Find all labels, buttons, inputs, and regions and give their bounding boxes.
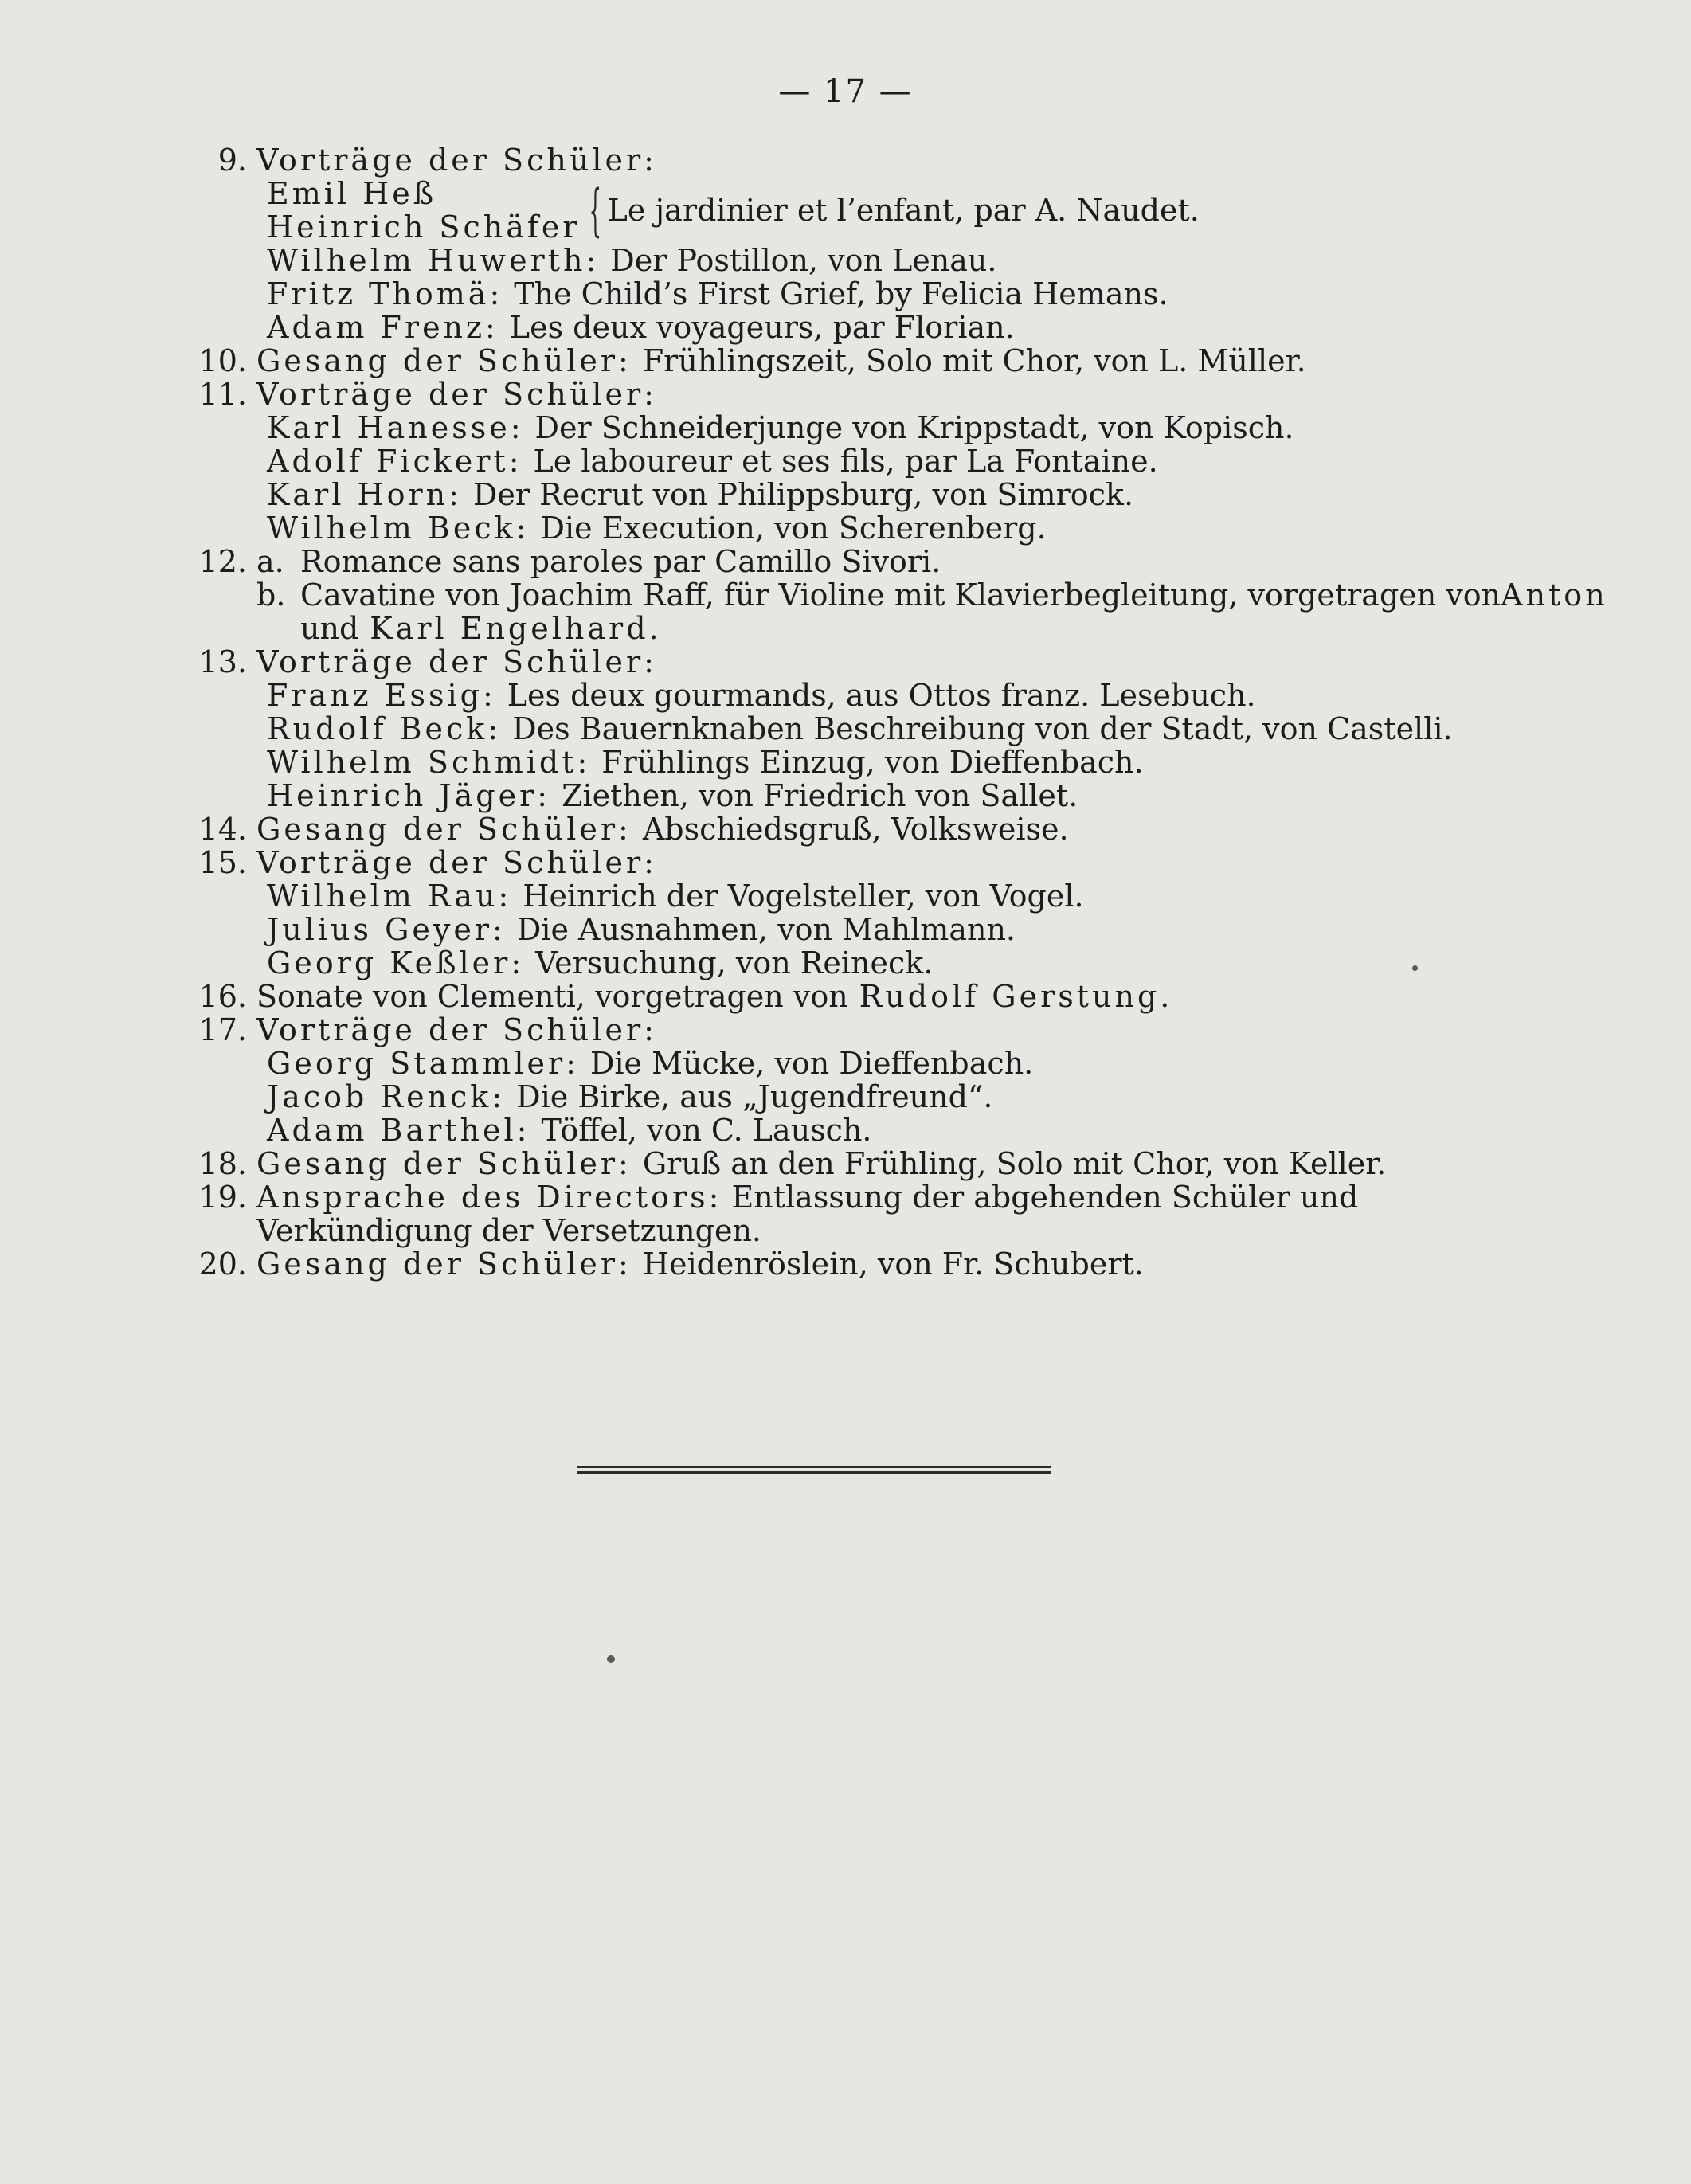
item-text: Cavatine von Joachim Raff, für Violine mit Klavierbegleitung, vorgetragen von xyxy=(300,577,1501,613)
performer-name: Heinrich Jäger: xyxy=(267,778,551,813)
item-text: Sonate von Clementi, vorgetragen von xyxy=(256,979,848,1014)
performance-work: Töffel, von C. Lausch. xyxy=(541,1113,872,1148)
program-item-15 xyxy=(179,846,1565,879)
performance-work: Heinrich der Vogelsteller, von Vogel. xyxy=(523,879,1084,914)
performer-name: Franz Essig: xyxy=(267,678,496,713)
performance-work: Le jardinier et l’enfant, par A. Naudet. xyxy=(607,193,1200,228)
performance-work: Les deux voyageurs, par Florian. xyxy=(509,310,1015,345)
program-item-11 xyxy=(179,378,1565,411)
performer-name: Adolf Fickert: xyxy=(267,444,523,479)
program-item-13 xyxy=(179,645,1565,679)
performer-name: Karl Hanesse: xyxy=(267,410,524,445)
section-divider xyxy=(577,1466,1051,1477)
item-number: 20. xyxy=(198,1247,247,1282)
performer-group xyxy=(179,177,1565,244)
performer-name: Karl Engelhard. xyxy=(370,611,662,646)
performance-work: Die Birke, aus „Jugendfreund“. xyxy=(516,1079,993,1114)
performer-name: Wilhelm Huwerth: xyxy=(267,243,600,278)
performance-work: Die Execution, von Scherenberg. xyxy=(540,511,1047,546)
performer-names xyxy=(267,177,581,244)
program-item-17 xyxy=(179,1013,1565,1047)
item-text: Entlassung der abgehenden Schüler und Verkündigung der Versetzungen. xyxy=(256,1180,1359,1248)
performance-work: Die Ausnahmen, von Mahlmann. xyxy=(516,912,1016,947)
performer-name: Georg Keßler: xyxy=(267,945,525,980)
program-item-12b xyxy=(179,577,1608,613)
performer-name: Adam Barthel: xyxy=(267,1113,530,1148)
performance-work: Les deux gourmands, aus Ottos franz. Lesebuch. xyxy=(507,678,1256,713)
performance-work: The Child’s First Grief, by Felicia Hemans. xyxy=(514,276,1168,311)
performance-line xyxy=(179,478,1565,511)
item-number: 19. xyxy=(198,1180,247,1215)
performance-work: Versuchung, von Reineck. xyxy=(535,945,934,980)
performer-name: Wilhelm Beck: xyxy=(267,511,530,546)
performer-name: Wilhelm Rau: xyxy=(267,879,512,914)
program-item-16 xyxy=(179,980,1565,1013)
performance-line xyxy=(179,511,1565,545)
performance-line xyxy=(179,1114,1565,1147)
program-item-20 xyxy=(179,1247,1565,1281)
performance-line xyxy=(179,311,1565,344)
item-number: 12. xyxy=(198,544,247,579)
performer-name: Fritz Thomä: xyxy=(267,276,503,311)
item-text: Romance sans paroles par Camillo Sivori. xyxy=(300,544,941,579)
program-item-12 xyxy=(179,545,1565,578)
item-heading: Vorträge der Schüler: xyxy=(256,1012,657,1047)
item-heading: Vorträge der Schüler: xyxy=(256,143,657,178)
print-speck xyxy=(607,1655,615,1663)
program-item-18 xyxy=(179,1147,1565,1180)
performance-line xyxy=(179,746,1565,779)
item-text: Abschiedsgruß, Volksweise. xyxy=(642,812,1069,847)
item-number: 11. xyxy=(198,377,247,412)
item-text: Frühlingszeit, Solo mit Chor, von L. Müller. xyxy=(642,343,1306,378)
performance-work: Frühlings Einzug, von Dieffenbach. xyxy=(601,745,1144,780)
performer-name: Rudolf Beck: xyxy=(267,711,502,746)
performance-work: Der Schneiderjunge von Krippstadt, von Kopisch. xyxy=(534,410,1294,445)
item-number: 15. xyxy=(198,845,247,880)
performer-name: Adam Frenz: xyxy=(267,310,499,345)
program-item-9 xyxy=(179,143,1565,177)
item-number: 13. xyxy=(198,644,247,679)
performance-line xyxy=(179,946,1565,980)
item-heading: Vorträge der Schüler: xyxy=(256,644,657,679)
program-item-10 xyxy=(179,344,1565,378)
performance-line xyxy=(179,712,1565,746)
performance-work: Der Recrut von Philippsburg, von Simrock. xyxy=(472,477,1134,512)
item-text: Gruß an den Frühling, Solo mit Chor, von Keller. xyxy=(642,1146,1387,1181)
brace-icon: { xyxy=(589,178,601,243)
performance-line xyxy=(179,913,1565,946)
performer-name: Anton xyxy=(1501,577,1608,613)
sub-item-letter: a. xyxy=(256,544,284,579)
item-number: 14. xyxy=(198,812,247,847)
page-number: — 17 — xyxy=(778,73,913,110)
item-number: 17. xyxy=(198,1012,247,1047)
item-number: 16. xyxy=(198,979,247,1014)
item-heading: Vorträge der Schüler: xyxy=(256,845,657,880)
performance-line xyxy=(179,779,1565,812)
performer-name: Georg Stammler: xyxy=(267,1046,579,1081)
performer-name: Rudolf Gerstung. xyxy=(859,979,1173,1014)
item-number: 18. xyxy=(198,1146,247,1181)
performance-work: Ziethen, von Friedrich von Sallet. xyxy=(562,778,1078,813)
performance-line xyxy=(179,411,1565,444)
sub-item-letter: b. xyxy=(256,577,286,613)
performer-name: Julius Geyer: xyxy=(267,912,506,947)
performance-line xyxy=(179,277,1565,311)
performer-name: Emil Heß xyxy=(267,176,437,211)
performance-work: Le laboureur et ses fils, par La Fontaine. xyxy=(533,444,1158,479)
item-heading: Gesang der Schüler: xyxy=(256,1146,632,1181)
performer-name: Jacob Renck: xyxy=(267,1079,506,1114)
program-item-12b-cont xyxy=(179,612,1565,645)
program-list xyxy=(179,143,1608,1282)
item-heading: Ansprache des Directors: xyxy=(256,1180,722,1215)
performance-line xyxy=(179,679,1565,712)
performer-name: Wilhelm Schmidt: xyxy=(267,745,591,780)
performer-name: Heinrich Schäfer xyxy=(267,209,581,245)
performance-work: Der Postillon, von Lenau. xyxy=(610,243,997,278)
item-number: 10. xyxy=(198,343,247,378)
item-text: und xyxy=(300,611,359,646)
item-heading: Vorträge der Schüler: xyxy=(256,377,657,412)
program-item-19 xyxy=(179,1180,1565,1247)
item-number: 9. xyxy=(217,143,247,178)
print-speck xyxy=(1412,965,1418,971)
performance-line xyxy=(179,1047,1565,1080)
performance-line xyxy=(179,879,1565,913)
performance-line xyxy=(179,244,1565,277)
item-text: Heidenröslein, von Fr. Schubert. xyxy=(642,1247,1144,1282)
item-heading: Gesang der Schüler: xyxy=(256,812,632,847)
item-heading: Gesang der Schüler: xyxy=(256,1247,632,1282)
performance-line xyxy=(179,444,1565,478)
performance-work: Des Bauernknaben Beschreibung von der Stadt, von Castelli. xyxy=(512,711,1453,746)
item-heading: Gesang der Schüler: xyxy=(256,343,632,378)
performance-line xyxy=(179,1080,1565,1114)
performer-name: Karl Horn: xyxy=(267,477,462,512)
performance-work: Die Mücke, von Dieffenbach. xyxy=(589,1046,1034,1081)
program-item-14 xyxy=(179,812,1565,846)
